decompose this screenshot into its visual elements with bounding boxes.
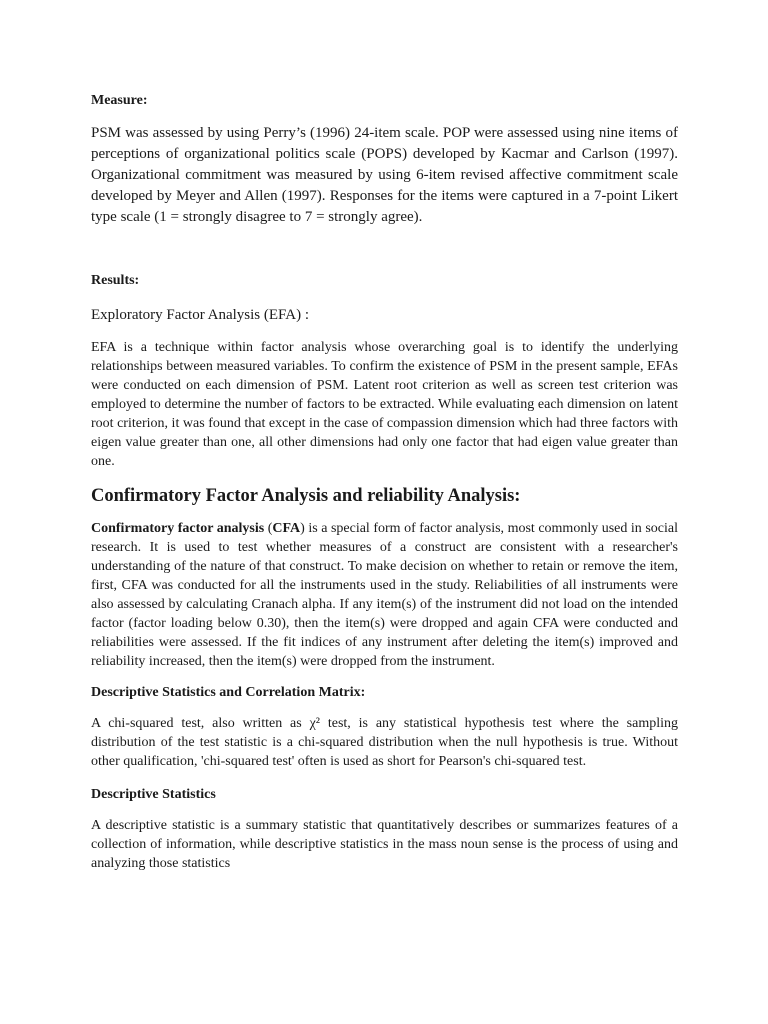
desc-corr-heading: Descriptive Statistics and Correlation Matrix: bbox=[91, 685, 366, 700]
cfa-heading: Confirmatory Factor Analysis and reliability Analysis: bbox=[91, 486, 521, 506]
efa-paragraph: EFA is a technique within factor analysis whose overarching goal is to identify the underlying relationships between measured variables. To confirm the existence of PSM in the present sample, EFAs were conducted on each dimension of PSM. Latent root criterion as well as screen test criterion was employed to determine the number of factors to be extracted. While evaluating each dimension on latent root criterion, it was found that except in the case of compassion dimension which had three factors with eigen value greater than one, all other dimensions had only one factor that had eigen value greater than one. bbox=[91, 340, 678, 469]
cfa-paragraph bbox=[91, 519, 678, 671]
results-heading: Results: bbox=[91, 273, 140, 288]
efa-label: Exploratory Factor Analysis (EFA) : bbox=[91, 307, 310, 323]
measure-heading: Measure: bbox=[91, 93, 148, 108]
cfa-abbr: CFA bbox=[272, 521, 301, 536]
cfa-term: Confirmatory factor analysis bbox=[91, 521, 265, 536]
cfa-paragraph-rest: ) is a special form of factor analysis, most commonly used in social research. It is used to test whether measures of a construct are consistent with a researcher's understanding of the nature of that construct. To make decision on whether to retain or remove the item, first, CFA was conducted for all the instruments used in the study. Reliabilities of all instruments were also assessed by calculating Cranach alpha. If any item(s) of the instrument did not load on the intended factor (factor loading below 0.30), then the item(s) were dropped and again CFA were conducted and reliabilities were assessed. If the fit indices of any instrument after deleting the item(s) improved and reliability increased, then the item(s) were dropped from the instrument. bbox=[91, 521, 678, 669]
measure-paragraph: PSM was assessed by using Perry’s (1996) 24-item scale. POP were assessed using nine items of perceptions of organizational politics scale (POPS) developed by Kacmar and Carlson (1997). Organizational commitment was measured by using 6-item revised affective commitment scale developed by Meyer and Allen (1997). Responses for the items were captured in a 7-point Likert type scale (1 = strongly disagree to 7 = strongly agree). bbox=[91, 125, 678, 225]
cfa-open-paren: ( bbox=[264, 521, 273, 536]
desc-stats-heading: Descriptive Statistics bbox=[91, 787, 216, 802]
desc-corr-paragraph: A chi-squared test, also written as χ² test, is any statistical hypothesis test where the sampling distribution of the test statistic is a chi-squared distribution when the null hypothesis is true. Without other qualification, 'chi-squared test' often is used as short for Pearson's chi-squared test. bbox=[91, 716, 678, 769]
desc-stats-paragraph: A descriptive statistic is a summary statistic that quantitatively describes or summarizes features of a collection of information, while descriptive statistics in the mass noun sense is the process of using and analyzing those statistics bbox=[91, 818, 678, 871]
